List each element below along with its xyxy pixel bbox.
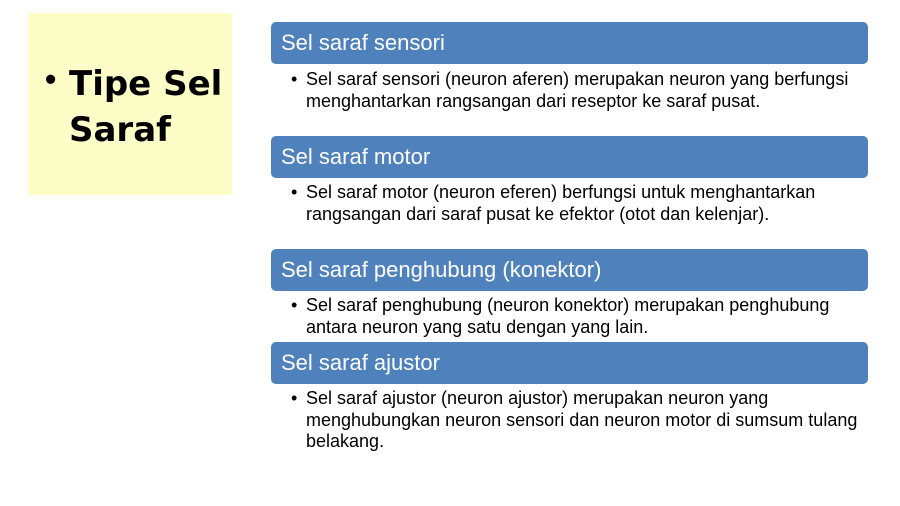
section-header-konektor: Sel saraf penghubung (konektor) [271, 249, 868, 291]
section-description-sensori [291, 69, 861, 112]
section-header-sensori: Sel saraf sensori [271, 22, 868, 64]
section-description-motor [291, 182, 861, 225]
title-box [28, 13, 232, 195]
bullet-marker: • [291, 182, 298, 202]
section-description-konektor [291, 295, 861, 338]
description-text: Sel saraf penghubung (neuron konektor) merupakan penghubung antara neuron yang satu dengan yang lain. [306, 295, 830, 337]
slide-title: Tipe Sel Saraf [69, 64, 223, 150]
section-header-ajustor: Sel saraf ajustor [271, 342, 868, 384]
title-bullet: • [45, 61, 57, 97]
bullet-marker: • [291, 388, 298, 408]
description-text: Sel saraf sensori (neuron aferen) merupakan neuron yang berfungsi menghantarkan rangsangan dari reseptor ke saraf pusat. [306, 69, 849, 111]
bullet-marker: • [291, 295, 298, 315]
description-text: Sel saraf motor (neuron eferen) berfungsi untuk menghantarkan rangsangan dari saraf pusat ke efektor (otot dan kelenjar). [306, 182, 816, 224]
section-header-motor: Sel saraf motor [271, 136, 868, 178]
section-description-ajustor [291, 388, 861, 453]
bullet-marker: • [291, 69, 298, 89]
description-text: Sel saraf ajustor (neuron ajustor) merupakan neuron yang menghubungkan neuron sensori dan neuron motor di sumsum tulang belakang. [306, 388, 858, 451]
